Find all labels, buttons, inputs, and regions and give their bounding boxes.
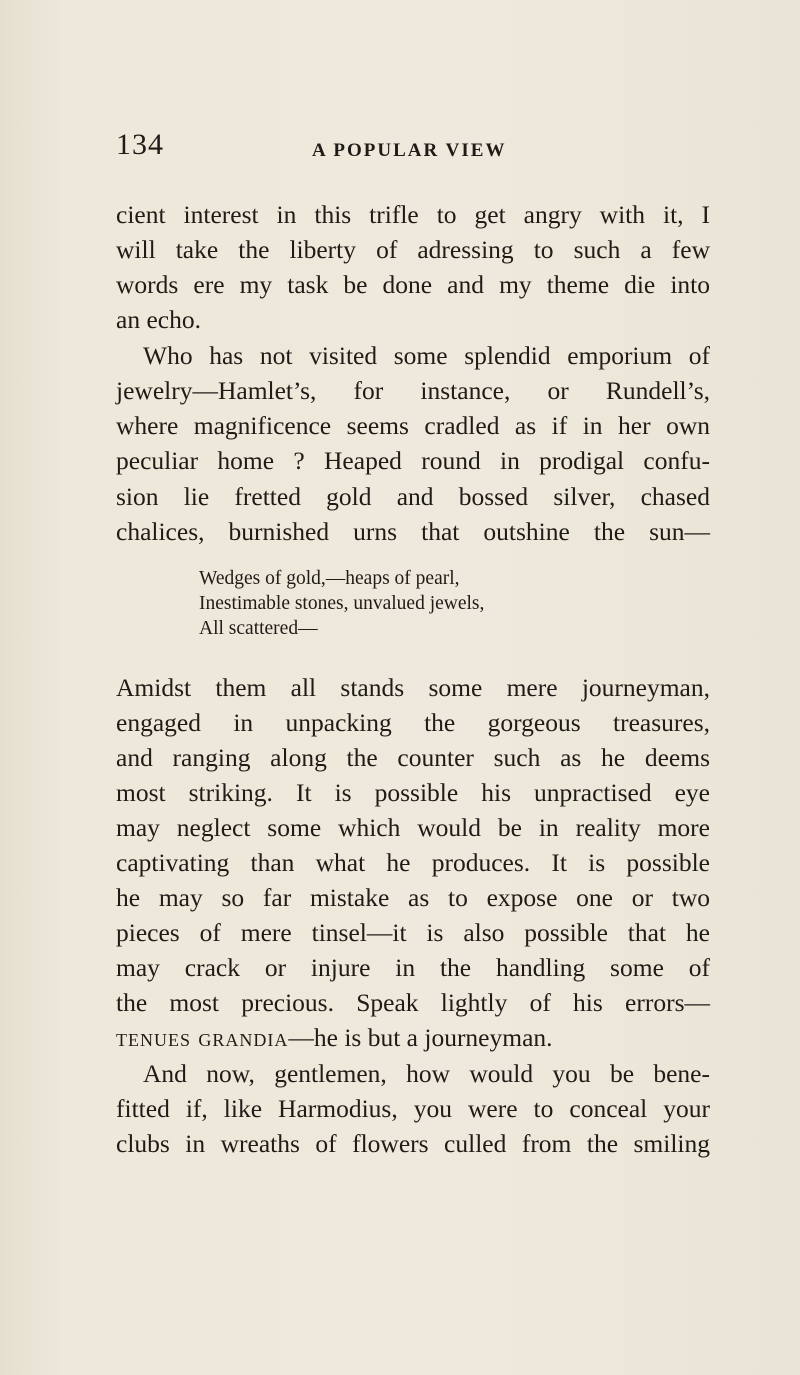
body-line: the most precious. Speak lightly of his errors— bbox=[116, 988, 710, 1017]
body-line: fitted if, like Harmodius, you were to conceal your bbox=[116, 1094, 710, 1123]
body-line: most striking. It is possible his unpractised eye bbox=[116, 778, 710, 807]
body-line: captivating than what he produces. It is possible bbox=[116, 848, 710, 877]
verse-line: Inestimable stones, unvalued jewels, bbox=[199, 593, 485, 614]
line-remainder: —he is but a journeyman. bbox=[288, 1023, 553, 1052]
body-line: engaged in unpacking the gorgeous treasures, bbox=[116, 708, 710, 737]
body-line: he may so far mistake as to expose one or two bbox=[116, 883, 710, 912]
body-line: Who has not visited some splendid emporium of bbox=[143, 341, 710, 370]
body-line: chalices, burnished urns that outshine the sun— bbox=[116, 517, 710, 546]
body-line: And now, gentlemen, how would you be bene- bbox=[143, 1059, 710, 1088]
verse-line: Wedges of gold,—heaps of pearl, bbox=[199, 568, 460, 589]
running-title: A POPULAR VIEW bbox=[312, 140, 507, 161]
body-line: peculiar home ? Heaped round in prodigal confu- bbox=[116, 446, 710, 475]
body-line: will take the liberty of adressing to such a few bbox=[116, 235, 710, 264]
page-header bbox=[0, 128, 800, 168]
body-line: may neglect some which would be in reality more bbox=[116, 813, 710, 842]
page-number: 134 bbox=[116, 128, 164, 161]
latin-phrase: tenues grandia bbox=[116, 1023, 289, 1052]
body-line: cient interest in this trifle to get angry with it, I bbox=[116, 200, 710, 229]
body-line: clubs in wreaths of flowers culled from the smiling bbox=[116, 1129, 710, 1158]
body-line: may crack or injure in the handling some of bbox=[116, 953, 710, 982]
body-line: jewelry—Hamlet’s, for instance, or Rundell’s, bbox=[116, 376, 710, 405]
body-line: sion lie fretted gold and bossed silver, chased bbox=[116, 482, 710, 511]
body-line: pieces of mere tinsel—it is also possible that he bbox=[116, 918, 710, 947]
body-line: words ere my task be done and my theme die into bbox=[116, 270, 710, 299]
body-line: where magnificence seems cradled as if in her own bbox=[116, 411, 710, 440]
verse-line: All scattered— bbox=[199, 618, 318, 639]
body-line: Amidst them all stands some mere journeyman, bbox=[116, 673, 710, 702]
body-line: and ranging along the counter such as he deems bbox=[116, 743, 710, 772]
body-line: an echo. bbox=[116, 305, 201, 334]
body-line-latin bbox=[116, 1021, 710, 1054]
